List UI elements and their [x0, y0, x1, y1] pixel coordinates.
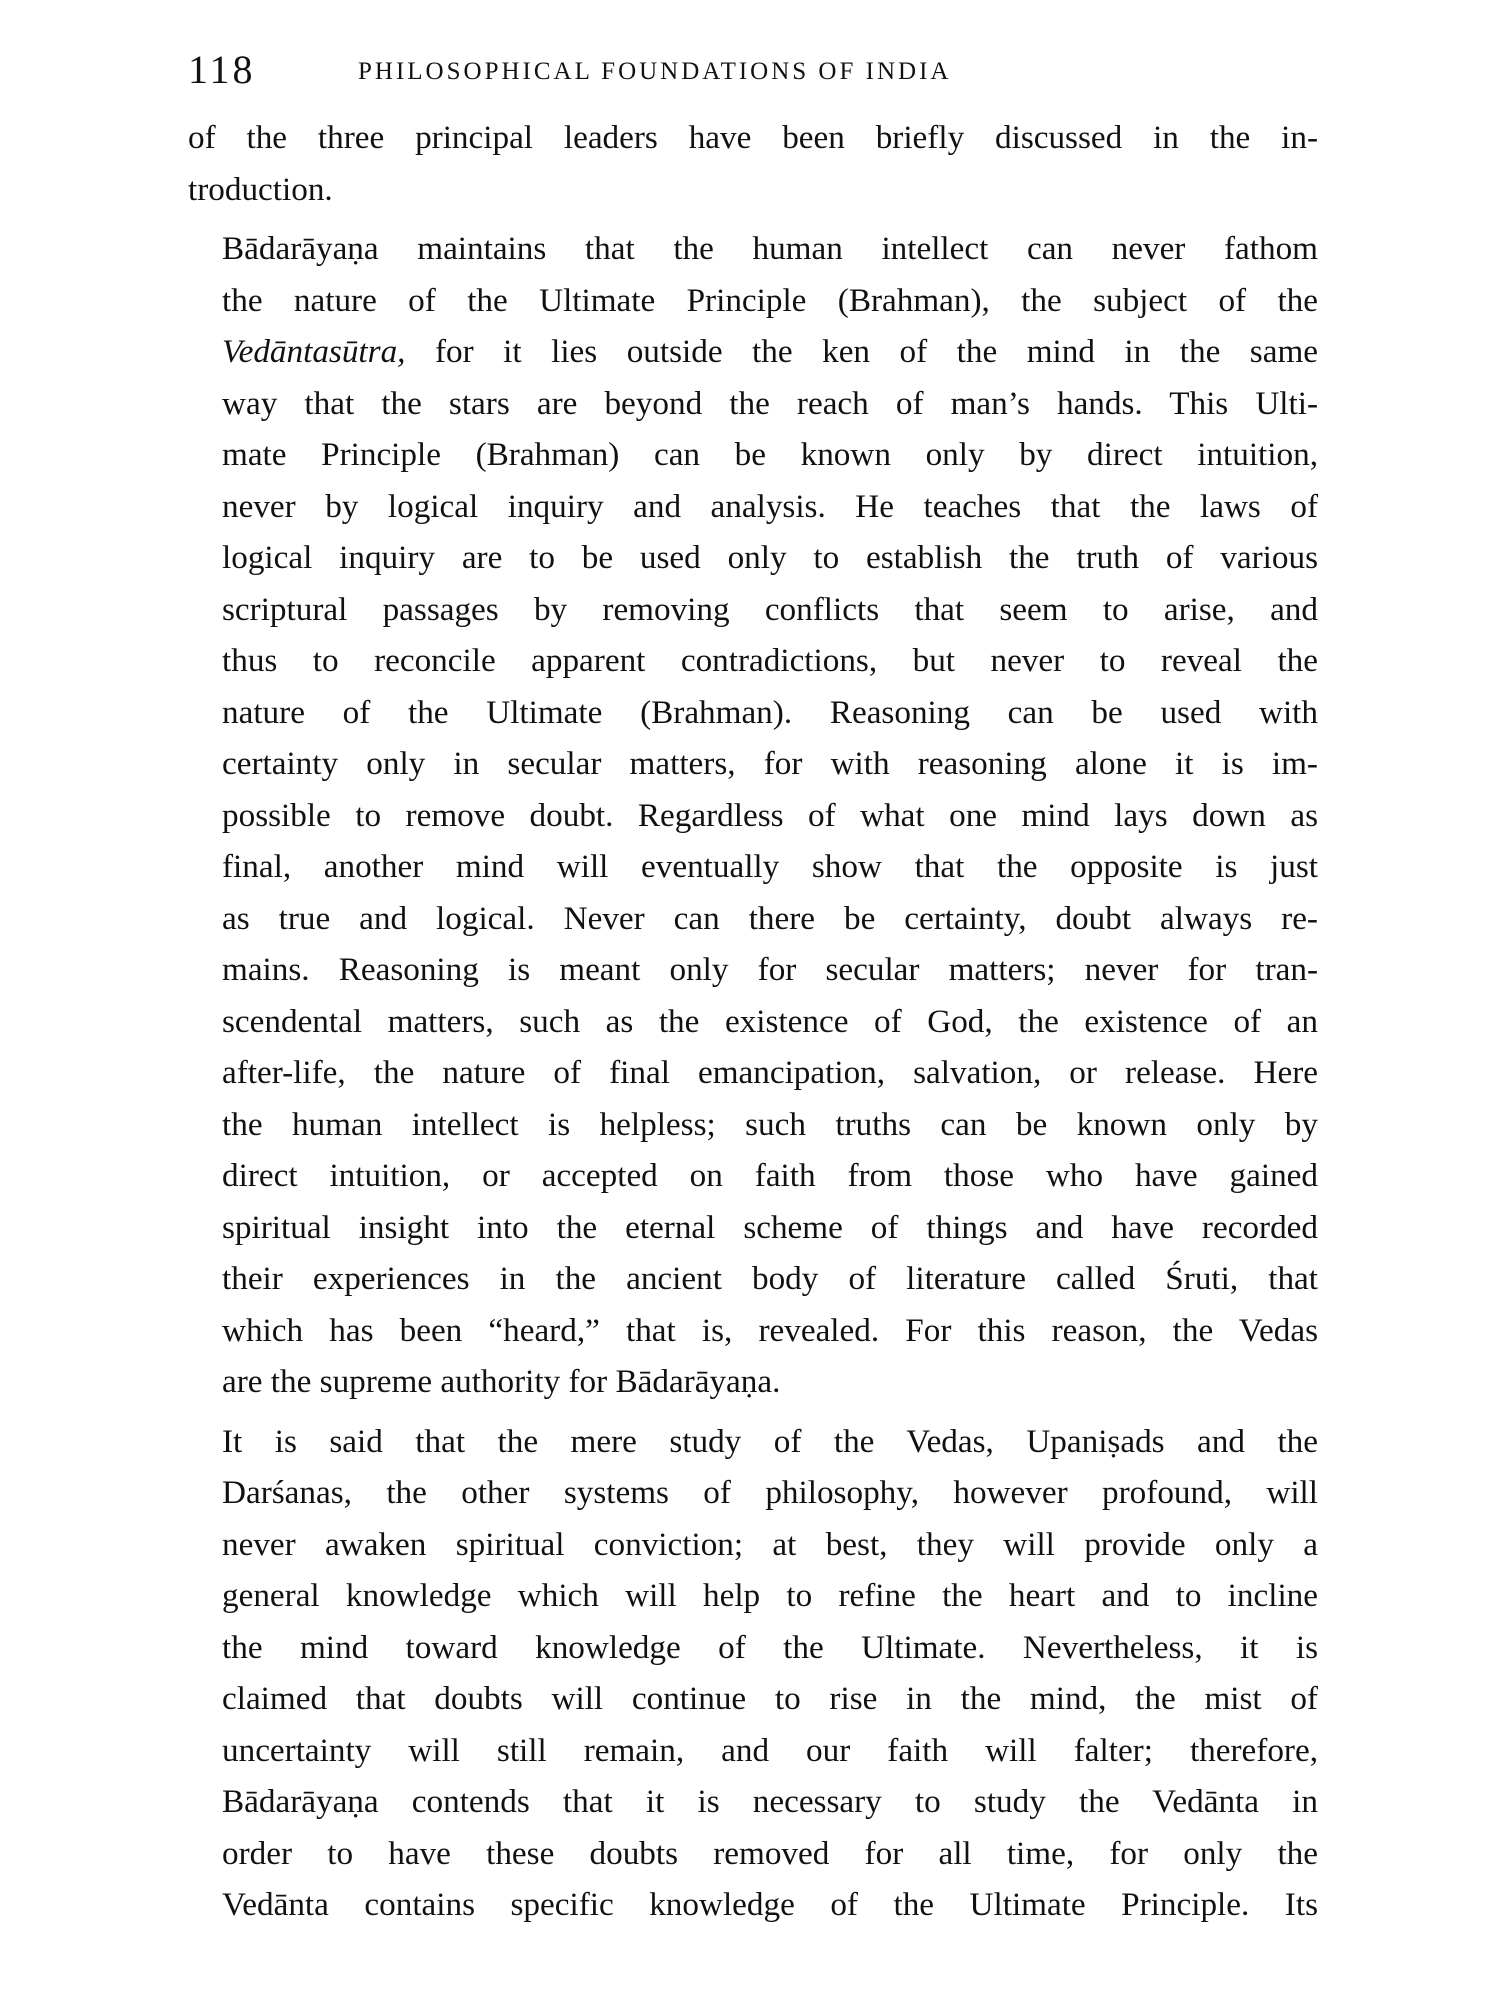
text-line: claimed that doubts will continue to rise in the mind, the mist of: [222, 1680, 1318, 1717]
text-line: never by logical inquiry and analysis. He teaches that the laws of: [222, 487, 1318, 525]
text-line: thus to reconcile apparent contradictions, but never to reveal the: [222, 642, 1318, 679]
paragraph-3: [188, 1416, 1318, 1931]
text-line: their experiences in the ancient body of literature called Śruti, that: [222, 1260, 1318, 1297]
text-line: scriptural passages by removing conflicts that seem to arise, and: [222, 590, 1318, 628]
text-line: order to have these doubts removed for all time, for only the: [222, 1834, 1318, 1872]
text-line: general knowledge which will help to refine the heart and to incline: [222, 1577, 1318, 1614]
text-line: mate Principle (Brahman) can be known only by direct intuition,: [222, 436, 1318, 473]
paragraph-2: [188, 223, 1318, 1408]
text-line: nature of the Ultimate (Brahman). Reasoning can be used with: [222, 693, 1318, 731]
body-text: [188, 112, 1318, 1931]
text-line: certainty only in secular matters, for with reasoning alone it is im-: [222, 745, 1318, 782]
page-number: 118: [188, 47, 256, 92]
text-line: after-life, the nature of final emancipation, salvation, or release. Here: [222, 1054, 1318, 1091]
text-line: logical inquiry are to be used only to establish the truth of various: [222, 539, 1318, 576]
text-line: troduction.: [188, 170, 333, 208]
book-page: [188, 40, 1318, 1931]
italic-title: Vedāntasūtra,: [222, 333, 406, 370]
paragraph-1: [188, 112, 1318, 215]
text-line: Bādarāyaṇa contends that it is necessary to study the Vedānta in: [222, 1783, 1318, 1820]
running-head: [188, 40, 1318, 112]
text-line: Vedānta contains specific knowledge of the Ultimate Principle. Its: [222, 1886, 1318, 1923]
text-line: are the supreme authority for Bādarāyaṇa.: [222, 1363, 781, 1400]
text-line: scendental matters, such as the existence of God, the existence of an: [222, 1002, 1318, 1040]
text-line: of the three principal leaders have been briefly discussed in the in-: [188, 119, 1318, 156]
text-line: possible to remove doubt. Regardless of what one mind lays down as: [222, 796, 1318, 834]
text-line: the nature of the Ultimate Principle (Brahman), the subject of the: [222, 281, 1318, 319]
text-line: final, another mind will eventually show that the opposite is just: [222, 848, 1318, 885]
text-line: uncertainty will still remain, and our faith will falter; therefore,: [222, 1731, 1318, 1769]
text-line: the mind toward knowledge of the Ultimate. Nevertheless, it is: [222, 1628, 1318, 1666]
text-line: Bādarāyaṇa maintains that the human intellect can never fathom: [222, 230, 1318, 267]
running-title: PHILOSOPHICAL FOUNDATIONS OF INDIA: [358, 58, 952, 85]
text-line-with-italic: [188, 326, 1318, 378]
text-line: never awaken spiritual conviction; at best, they will provide only a: [222, 1525, 1318, 1563]
text-line: which has been “heard,” that is, revealed. For this reason, the Vedas: [222, 1311, 1318, 1349]
text-line: way that the stars are beyond the reach of man’s hands. This Ulti-: [222, 384, 1318, 422]
text-line: Darśanas, the other systems of philosophy, however profound, will: [222, 1474, 1318, 1511]
text-line: direct intuition, or accepted on faith from those who have gained: [222, 1157, 1318, 1194]
text-line: the human intellect is helpless; such truths can be known only by: [222, 1105, 1318, 1143]
text-line: It is said that the mere study of the Vedas, Upaniṣads and the: [222, 1422, 1318, 1460]
text-line: mains. Reasoning is meant only for secular matters; never for tran-: [222, 951, 1318, 988]
text-fragment: for it lies outside the ken of the mind in the same: [405, 333, 1318, 370]
text-line: spiritual insight into the eternal scheme of things and have recorded: [222, 1208, 1318, 1246]
text-line: as true and logical. Never can there be certainty, doubt always re-: [222, 899, 1318, 937]
